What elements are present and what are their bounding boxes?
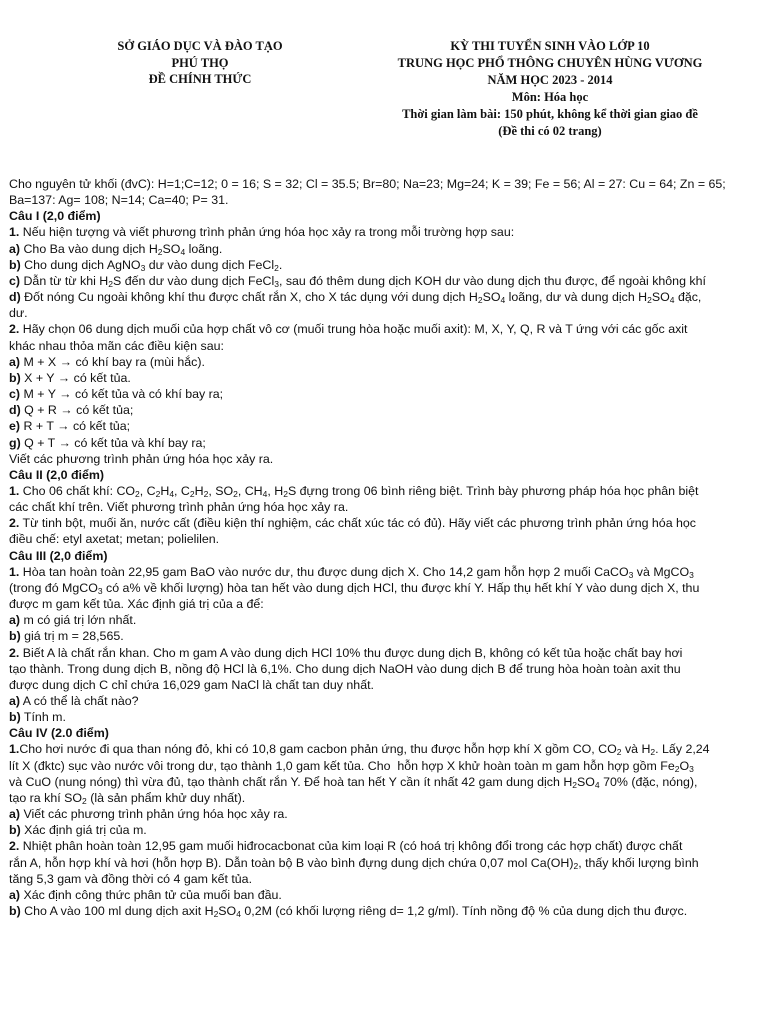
header-left — [105, 38, 295, 88]
q1-part-1: 1. Nếu hiện tượng và viết phương trình phản ứng hóa học xảy ra trong mỗi trường hợp sau: — [9, 225, 515, 240]
school-name: TRUNG HỌC PHỔ THÔNG CHUYÊN HÙNG VƯƠNG — [397, 56, 703, 70]
q4-1a: a) Viết các phương trình phản ứng hóa học xảy ra. — [9, 807, 288, 822]
page-count: (Đề thi có 02 trang) — [498, 124, 602, 138]
q4-2a: a) Xác định công thức phân tử của muối ban đầu. — [9, 887, 282, 902]
q1-2-final: Viết các phương trình phản ứng hóa học xảy ra. — [9, 451, 274, 466]
q4-part-1-cont1: lít X (đktc) sục vào nước vôi trong dư, tạo thành 1,0 gam kết tủa. Cho hỗn hợp X khử hoàn toàn m gam hỗn hợp gồm $Fe_2O_3$ — [9, 758, 694, 774]
exam-body — [9, 176, 761, 919]
department-name: SỞ GIÁO DỤC VÀ ĐÀO TẠO — [117, 39, 283, 53]
q3-part-1: 1. Hòa tan hoàn toàn 22,95 gam BaO vào nước dư, thu được dung dịch X. Cho 14,2 gam hỗn hợp 2 muối CaCO$_3$ và MgCO$_3$ — [9, 564, 694, 580]
question-2-title: Câu II (2,0 điểm) — [9, 467, 105, 482]
q4-part-2-cont1: rắn A, hỗn hợp khí và hơi (hỗn hợp B). Dẫn toàn bộ B vào bình đựng dung dịch chứa 0,07 mol $Ca(OH)_2$, thấy khối lượng bình — [9, 855, 699, 871]
q4-part-2: 2. Nhiệt phân hoàn toàn 12,95 gam muối hiđrocacbonat của kim loại R (có hoá trị không đổi trong các hợp chất) được chất — [9, 839, 683, 854]
header-right — [395, 38, 705, 140]
q1-2d: d) Q + R → có kết tủa; — [9, 403, 134, 418]
q1-1d-cont: dư. — [9, 306, 28, 321]
q1-2c: c) M + Y → có kết tủa và có khí bay ra; — [9, 387, 224, 402]
q3-1a: a) m có giá trị lớn nhất. — [9, 613, 137, 628]
q3-part-1-cont2: được m gam kết tủa. Xác định giá trị của a để: — [9, 597, 264, 612]
q1-2g: g) Q + T → có kết tủa và khí bay ra; — [9, 435, 206, 450]
q2-part-1: 1. Cho 06 chất khí: $CO_2$, $C_2H_4$, $C_2H_2$, $SO_2$, $CH_4$, $H_2S$ đựng trong 06 bình riêng biệt. Trình bày phương pháp hóa học phân biệt — [9, 483, 699, 499]
q2-part-1-cont: các chất khí trên. Viết phương trình phản ứng hóa học xảy ra. — [9, 500, 349, 515]
q1-1c: c) Dẫn từ từ khi $H_2S$ đến dư vào dung dịch FeCl$_3$, sau đó thêm dung dịch KOH dư vào dung dịch thu được, để ngoài không khí — [9, 273, 706, 289]
official-exam-label: ĐỀ CHÍNH THỨC — [148, 72, 252, 86]
q4-2b: b) Cho A vào 100 ml dung dịch axit $H_2SO_4$ 0,2M (có khối lượng riêng d= 1,2 g/ml). Tính nồng độ % của dung dịch thu được. — [9, 904, 688, 920]
q1-part-2: 2. Hãy chọn 06 dung dịch muối của hợp chất vô cơ (muối trung hòa hoặc muối axit): M, X, Y, Q, R và T ứng với các gốc axit — [9, 322, 688, 337]
q1-1d: d) Đốt nóng Cu ngoài không khí thu được chất rắn X, cho X tác dụng với dung dịch $H_2SO_4$ loãng, dư và dung dịch $H_2SO_4$ đặc, — [9, 290, 702, 306]
province-name: PHÚ THỌ — [171, 55, 229, 70]
subject: Môn: Hóa học — [511, 90, 589, 104]
q4-1b: b) Xác định giá trị của m. — [9, 823, 147, 838]
q4-part-1: 1.Cho hơi nước đi qua than nóng đỏ, khi có 10,8 gam cacbon phản ứng, thu được hỗn hợp khí X gồm CO, $CO_2$ và $H_2$. Lấy 2,24 — [9, 742, 710, 758]
q4-part-1-cont2: và CuO (nung nóng) thì vừa đủ, tạo thành chất rắn Y. Để hoà tan hết Y cần ít nhất 42 gam dung dịch $H_2SO_4$ 70% (đặc, nóng), — [9, 774, 698, 790]
q1-2a: a) M + X → có khí bay ra (mùi hắc). — [9, 354, 205, 369]
q3-part-2: 2. Biết A là chất rắn khan. Cho m gam A vào dung dịch HCl 10% thu được dung dịch B, không có kết tủa hoặc chất bay hơi — [9, 645, 683, 660]
q1-part-2-cont: khác nhau thỏa mãn các điều kiện sau: — [9, 338, 224, 353]
q2-part-2: 2. Từ tinh bột, muối ăn, nước cất (điều kiện thí nghiệm, các chất xúc tác có đủ). Hãy viết các phương trình phản ứng hóa học — [9, 516, 697, 531]
q3-part-1-cont1: (trong đó MgCO$_3$ có a% về khối lượng) hòa tan hết vào dung dịch HCl, thu được khí Y. Hấp thụ hết khí Y vào dung dịch X, thu — [9, 580, 700, 596]
question-4-title: Câu IV (2.0 điểm) — [9, 726, 109, 741]
q1-1b: b) Cho dung dịch AgNO$_3$ dư vào dung dịch FeCl$_2$. — [9, 257, 283, 273]
question-1-title: Câu I (2,0 điểm) — [9, 209, 101, 224]
q3-2a: a) A có thể là chất nào? — [9, 694, 139, 708]
time-limit: Thời gian làm bài: 150 phút, không kể thời gian giao đề — [402, 107, 698, 121]
q3-1b: b) giá trị m = 28,565. — [9, 629, 124, 644]
exam-title: KỲ THI TUYỂN SINH VÀO LỚP 10 — [450, 39, 650, 53]
school-year: NĂM HỌC 2023 - 2014 — [487, 73, 613, 87]
atomic-masses: Cho nguyên tử khối (đvC): H=1;C=12; 0 = 16; S = 32; Cl = 35.5; Br=80; Na=23; Mg=24; K = 39; Fe = 56; Al = 27: Cu = 64; Zn = 65; Ba=137: Ag= 108; N=14; Ca=40; P= 31. — [9, 177, 726, 208]
question-3-title: Câu III (2,0 điểm) — [9, 548, 108, 563]
q3-2b: b) Tính m. — [9, 710, 66, 725]
q4-part-1-cont3: tạo ra khí $SO_2$ (là sản phẩm khử duy nhất). — [9, 790, 246, 806]
q1-2e: e) R + T → có kết tủa; — [9, 419, 131, 434]
q1-2b: b) X + Y → có kết tủa. — [9, 370, 131, 385]
q3-part-2-cont1: tạo thành. Trong dung dịch B, nồng độ HCl là 6,1%. Cho dung dịch NaOH vào dung dịch B để trung hòa hoàn toàn axit thu — [9, 661, 681, 676]
q3-part-2-cont2: được dung dịch C chỉ chứa 16,029 gam NaCl là chất tan duy nhất. — [9, 677, 374, 692]
q4-part-2-cont2: tăng 5,3 gam và đồng thời có 4 gam kết tủa. — [9, 871, 253, 886]
q2-part-2-cont: điều chế: etyl axetat; metan; polielilen. — [9, 532, 220, 547]
q1-1a: a) Cho Ba vào dung dịch $H_2SO_4$ loãng. — [9, 241, 223, 257]
